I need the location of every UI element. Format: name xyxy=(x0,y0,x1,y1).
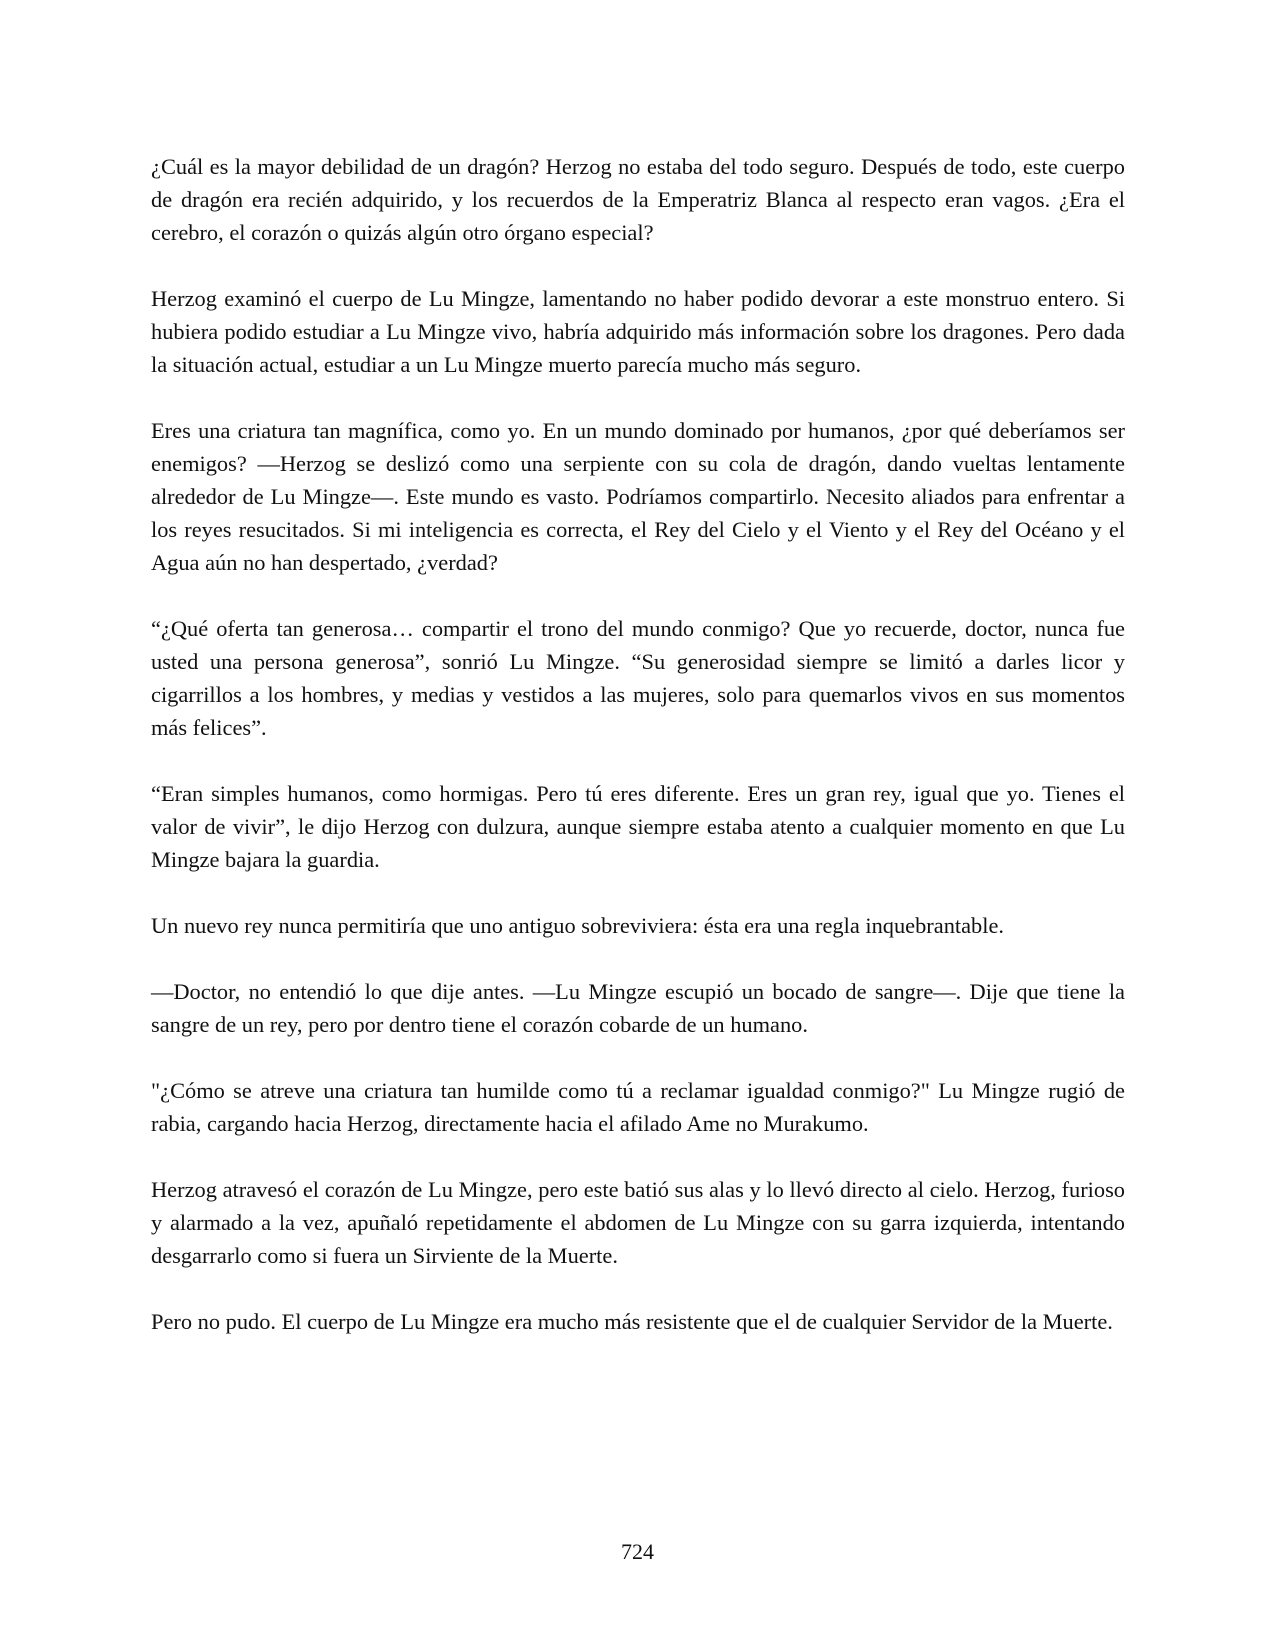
paragraph: Herzog examinó el cuerpo de Lu Mingze, lamentando no haber podido devorar a este monstruo entero. Si hubiera podido estudiar a Lu Mingze vivo, habría adquirido más información sobre los dragones. Pero dada la situación actual, estudiar a un Lu Mingze muerto parecía mucho más seguro. xyxy=(151,286,1125,377)
page-body xyxy=(151,150,1125,1371)
paragraph: “Eran simples humanos, como hormigas. Pero tú eres diferente. Eres un gran rey, igual que yo. Tienes el valor de vivir”, le dijo Herzog con dulzura, aunque siempre estaba atento a cualquier momento en que Lu Mingze bajara la guardia. xyxy=(151,781,1125,872)
paragraph: Eres una criatura tan magnífica, como yo. En un mundo dominado por humanos, ¿por qué deberíamos ser enemigos? —Herzog se deslizó como una serpiente con su cola de dragón, dando vueltas lentamente alrededor de Lu Mingze—. Este mundo es vasto. Podríamos compartirlo. Necesito aliados para enfrentar a los reyes resucitados. Si mi inteligencia es correcta, el Rey del Cielo y el Viento y el Rey del Océano y el Agua aún no han despertado, ¿verdad? xyxy=(151,418,1125,575)
paragraph: Herzog atravesó el corazón de Lu Mingze, pero este batió sus alas y lo llevó directo al cielo. Herzog, furioso y alarmado a la vez, apuñaló repetidamente el abdomen de Lu Mingze con su garra izquierda, intentando desgarrarlo como si fuera un Sirviente de la Muerte. xyxy=(151,1177,1125,1268)
paragraph: Pero no pudo. El cuerpo de Lu Mingze era mucho más resistente que el de cualquier Servidor de la Muerte. xyxy=(151,1309,1113,1334)
paragraph: Un nuevo rey nunca permitiría que uno antiguo sobreviviera: ésta era una regla inquebrantable. xyxy=(151,913,1005,938)
paragraph: “¿Qué oferta tan generosa… compartir el trono del mundo conmigo? Que yo recuerde, doctor, nunca fue usted una persona generosa”, sonrió Lu Mingze. “Su generosidad siempre se limitó a darles licor y cigarrillos a los hombres, y medias y vestidos a las mujeres, solo para quemarlos vivos en sus momentos más felices”. xyxy=(151,616,1125,740)
paragraph: —Doctor, no entendió lo que dije antes. —Lu Mingze escupió un bocado de sangre—. Dije que tiene la sangre de un rey, pero por dentro tiene el corazón cobarde de un humano. xyxy=(151,979,1125,1037)
paragraph: "¿Cómo se atreve una criatura tan humilde como tú a reclamar igualdad conmigo?" Lu Mingze rugió de rabia, cargando hacia Herzog, directamente hacia el afilado Ame no Murakumo. xyxy=(151,1078,1125,1136)
page-number: 724 xyxy=(621,1539,654,1564)
paragraph: ¿Cuál es la mayor debilidad de un dragón? Herzog no estaba del todo seguro. Después de todo, este cuerpo de dragón era recién adquirido, y los recuerdos de la Emperatriz Blanca al respecto eran vagos. ¿Era el cerebro, el corazón o quizás algún otro órgano especial? xyxy=(151,154,1125,245)
